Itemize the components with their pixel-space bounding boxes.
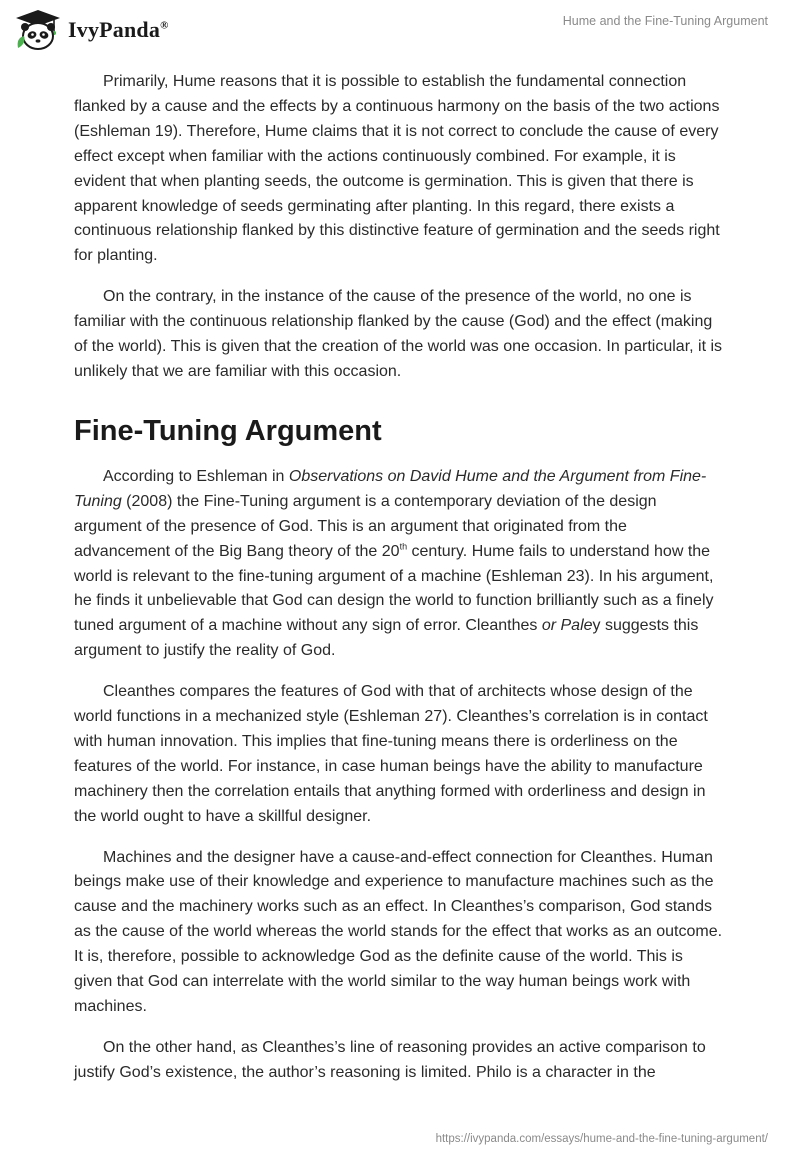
registered-mark: ®: [160, 19, 169, 32]
paragraph-6: On the other hand, as Cleanthes’s line of reasoning provides an active comparison to justify God’s existence, the author’s reasoning is limited. Philo is a character in the: [74, 1038, 706, 1081]
italic-name: or Pale: [541, 617, 593, 635]
section-heading: Fine-Tuning Argument: [74, 414, 382, 447]
source-url-link[interactable]: https://ivypanda.com/essays/hume-and-the-fine-tuning-argument/: [435, 1133, 768, 1145]
document-title: Hume and the Fine-Tuning Argument: [562, 14, 768, 28]
paragraph-1: Primarily, Hume reasons that it is possible to establish the fundamental connection flanked by a cause and the effects by a continuous harmony on the basis of the two actions (Eshleman 19). Therefore, Hume claims that it is not correct to conclude the cause of every effect except when familiar with the actions continuously combined. For example, it is evident that when planting seeds, the outcome is germination. This is given that there is apparent knowledge of seeds germinating after planting. In this regard, there exists a continuous relationship flanked by this distinctive feature of germination and the seeds right for planting.: [74, 73, 720, 265]
panda-graduate-icon: [14, 8, 62, 52]
paragraph-3: According to Eshleman in Observations on David Hume and the Argument from Fine-Tuning (2008) the Fine-Tuning argument is a contemporary deviation of the design argument of the presence of God. This is an argument that originated from the advancement of the Big Bang theory of the 20th century. Hume fails to understand how the world is relevant to the fine-tuning argument of a machine (Eshleman 23). In his argument, he finds it unbelievable that God can design the world to function brilliantly such as a finely tuned argument of a machine without any sign of error. Cleanthes or Paley suggests this argument to justify the reality of God.: [74, 467, 714, 660]
page-header: [0, 0, 800, 62]
ivypanda-logo[interactable]: [14, 8, 169, 52]
brand-name: IvyPanda®: [68, 17, 169, 42]
essay-body: [74, 70, 724, 1102]
paragraph-4: Cleanthes compares the features of God with that of architects whose design of the world functions in a mechanized style (Eshleman 27). Cleanthes’s correlation is in contact with human innovation. This implies that fine-tuning means there is orderliness on the features of the world. For instance, in case human beings have the ability to manufacture machinery then the correlation entails that anything formed with orderliness and design in the world ought to have a skillful designer.: [74, 683, 708, 825]
paragraph-5: Machines and the designer have a cause-and-effect connection for Cleanthes. Human beings make use of their knowledge and experience to manufacture machines such as the cause and the machinery works such as an effect. In Cleanthes’s comparison, God stands as the cause of the world whereas the world stands for the effect that works as an outcome. It is, therefore, possible to acknowledge God as the definite cause of the world. This is given that God can interrelate with the world similar to the way human beings work with machines.: [74, 848, 723, 1015]
ordinal-suffix: th: [399, 541, 408, 552]
cited-work-title: Observations on David Hume and the Argument from Fine-Tuning: [74, 467, 707, 510]
paragraph-2: On the contrary, in the instance of the cause of the presence of the world, no one is familiar with the continuous relationship flanked by the cause (God) and the effect (making of the world). This is given that the creation of the world was one occasion. In particular, it is unlikely that we are familiar with this occasion.: [74, 288, 723, 380]
